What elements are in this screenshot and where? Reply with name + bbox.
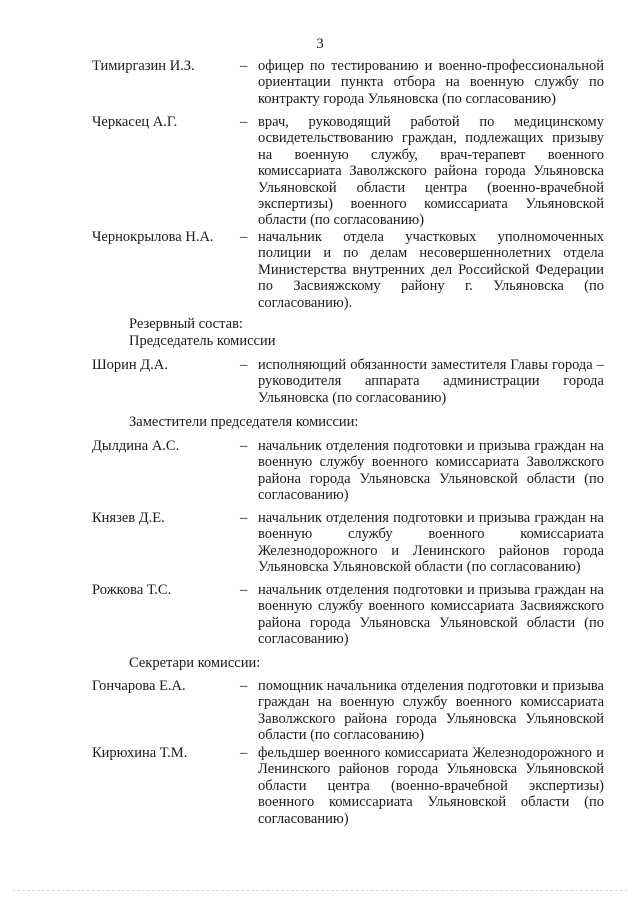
member-name: Черкасец А.Г. [92,114,178,130]
member-dash: – [240,229,248,245]
secretaries-heading: Секретари комиссии: [129,655,261,671]
member-description: начальник отдела участковых уполномоченных полиции и по делам несовершеннолетних отдела Министерства внутренних дел Российской Федерации по Засвияжскому району г. Ульяновска (по согласованию). [258,229,604,311]
chairman-heading: Председатель комиссии [129,333,276,349]
member-description: офицер по тестированию и военно-профессиональной ориентации пункта отбора на военную службу по контракту города Ульяновска (по согласованию) [258,58,604,107]
member-description: исполняющий обязанности заместителя Главы города – руководителя аппарата администрации города Ульяновска (по согласованию) [258,357,604,406]
page-bottom-edge [12,890,628,891]
member-description: фельдшер военного комиссариата Железнодорожного и Ленинского районов города Ульяновска Ульяновской области центра (военно-врачебной экспертизы) военного комиссариата Ульяновской области (по согласованию) [258,745,604,827]
member-name: Князев Д.Е. [92,510,165,526]
member-name: Гончарова Е.А. [92,678,186,694]
member-description: врач, руководящий работой по медицинскому освидетельствованию граждан, подлежащих призыву на военную службу, врач-терапевт военного комиссариата Заволжского района города Ульяновска Ульяновской области центра (военно-врачебной экспертизы) военного комиссариата Ульяновской области (по согласованию) [258,114,604,229]
reserve-heading: Резервный состав: [129,316,243,332]
member-dash: – [240,58,248,74]
member-name: Рожкова Т.С. [92,582,172,598]
page-number: 3 [316,36,324,52]
member-name: Дылдина А.С. [92,438,180,454]
member-name: Чернокрылова Н.А. [92,229,214,245]
member-dash: – [240,745,248,761]
member-description: начальник отделения подготовки и призыва граждан на военную службу военного комиссариата Засвияжского района города Ульяновска Ульяновской области (по согласованию) [258,582,604,648]
member-dash: – [240,678,248,694]
member-dash: – [240,357,248,373]
member-dash: – [240,510,248,526]
member-name: Кирюхина Т.М. [92,745,188,761]
member-description: начальник отделения подготовки и призыва граждан на военную службу военного комиссариата Железнодорожного и Ленинского районов города Ульяновска Ульяновской области (по согласованию) [258,510,604,576]
deputies-heading: Заместители председателя комиссии: [129,414,359,430]
member-dash: – [240,582,248,598]
member-name: Шорин Д.А. [92,357,168,373]
member-name: Тимиргазин И.З. [92,58,195,74]
member-dash: – [240,114,248,130]
member-dash: – [240,438,248,454]
member-description: начальник отделения подготовки и призыва граждан на военную службу военного комиссариата Заволжского района города Ульяновска Ульяновской области (по согласованию) [258,438,604,504]
member-description: помощник начальника отделения подготовки и призыва граждан на военную службу военного комиссариата Заволжского района города Ульяновска Ульяновской области (по согласованию) [258,678,604,744]
